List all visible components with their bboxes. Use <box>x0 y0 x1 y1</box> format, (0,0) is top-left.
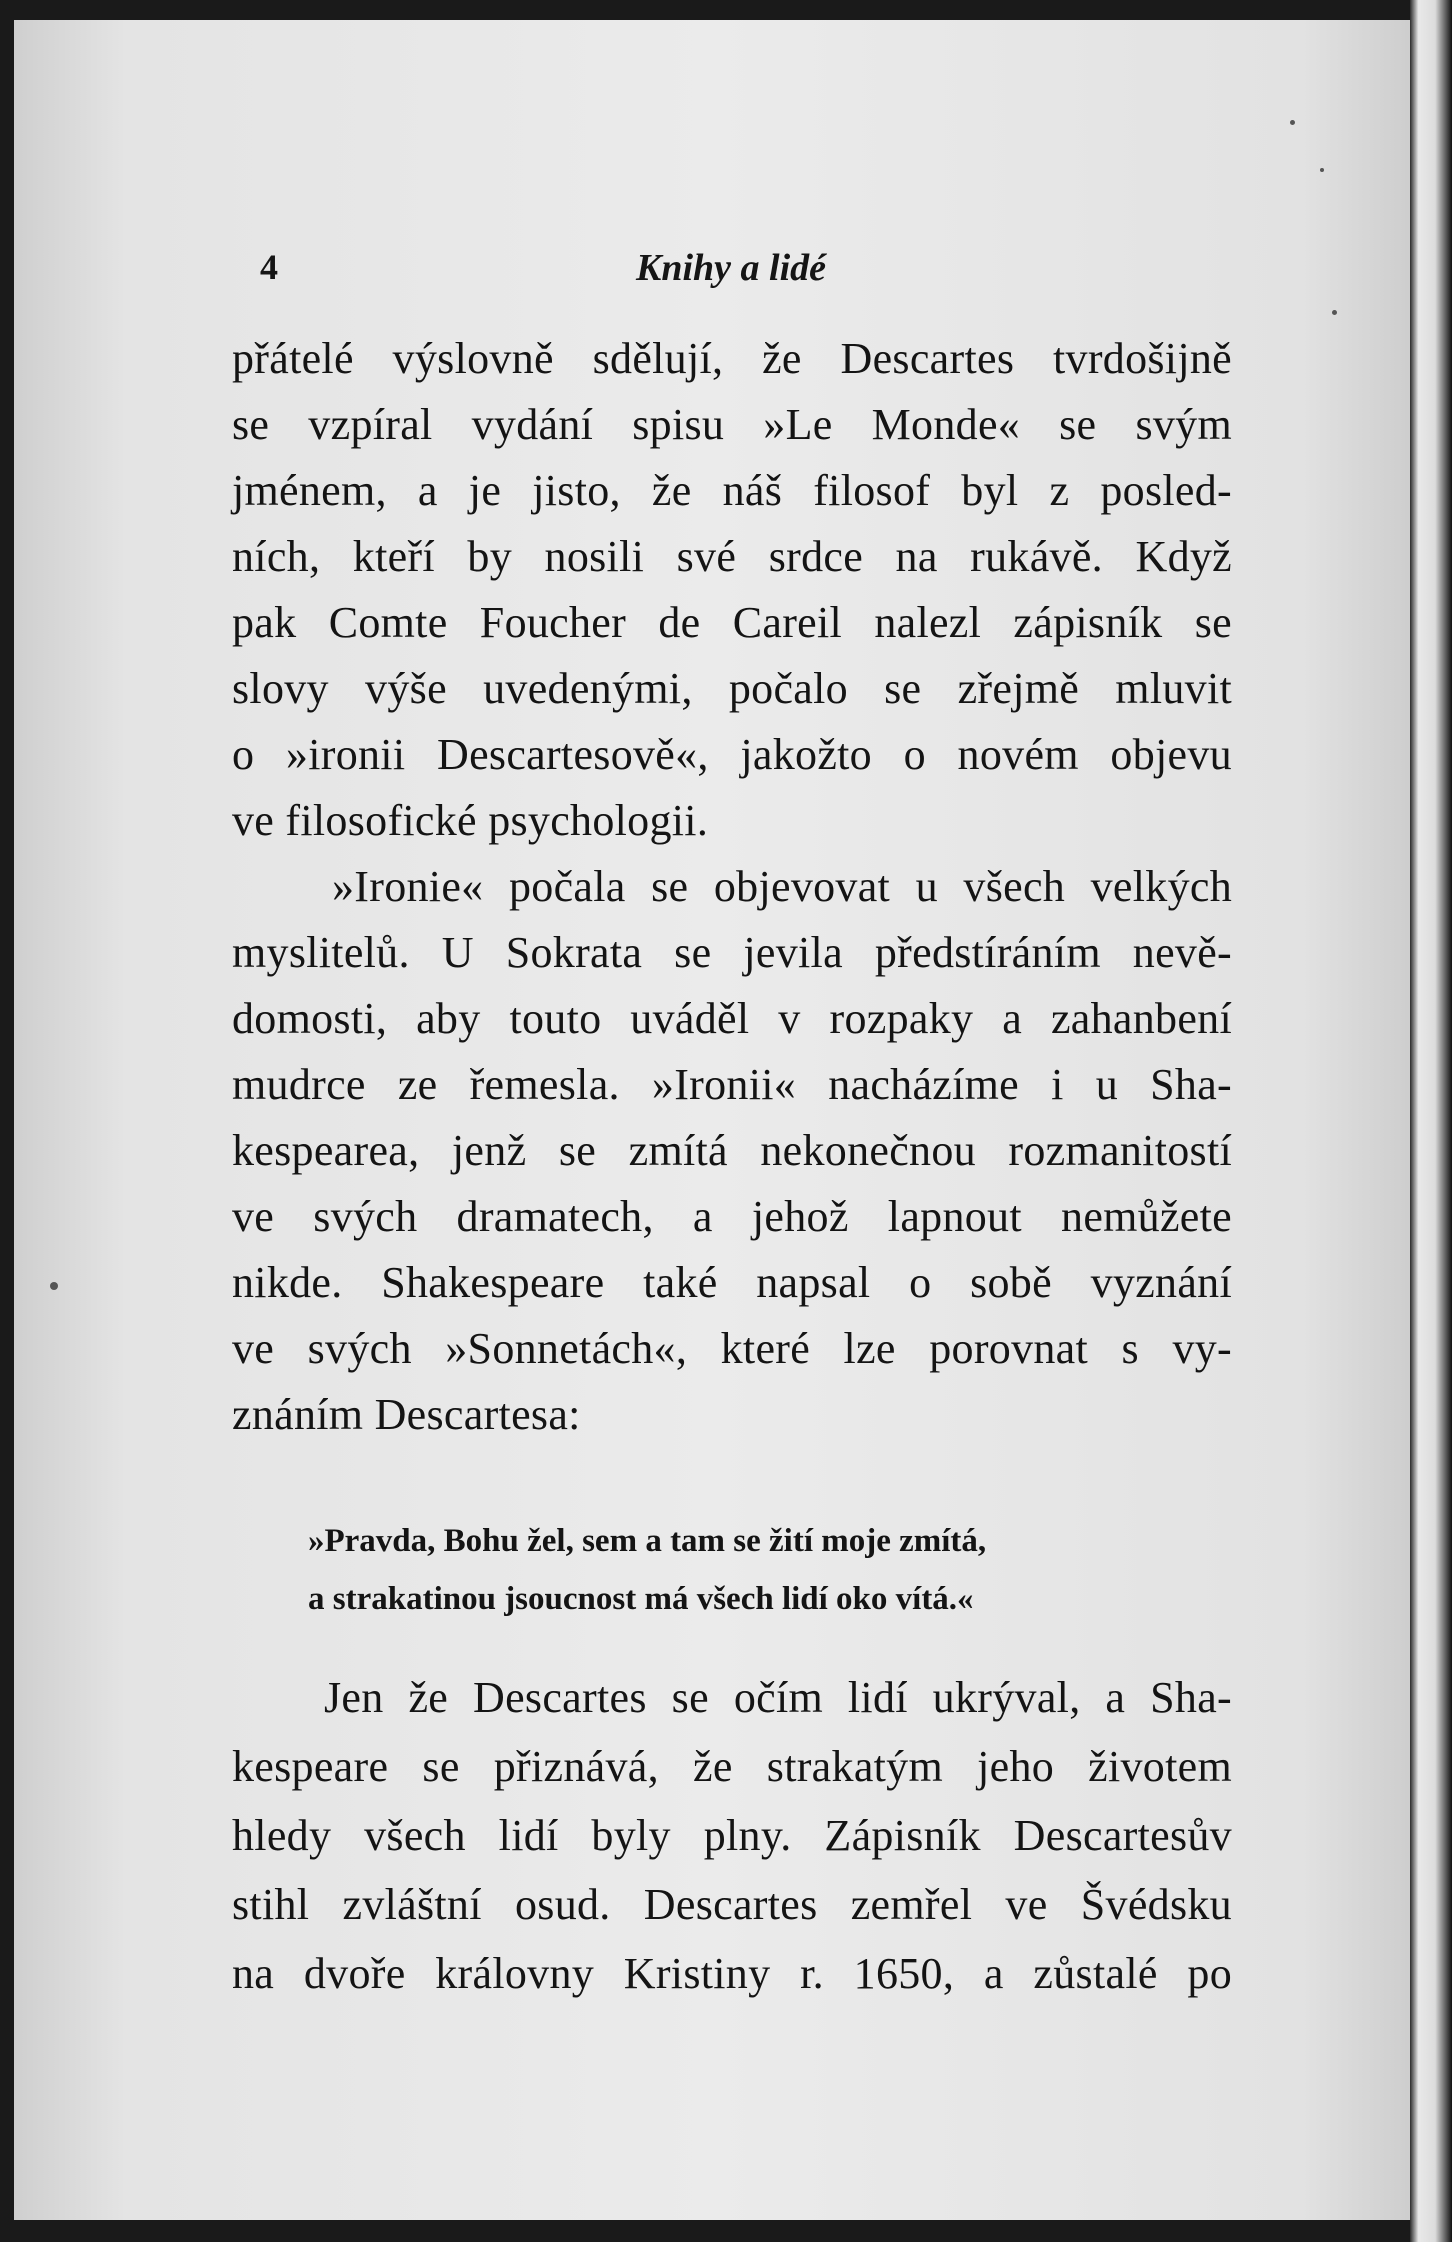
paragraph-1 <box>232 326 1232 854</box>
main-text-top <box>232 326 1232 1448</box>
quote-line: a strakatinou jsoucnost má všech lidí oko vítá.« <box>308 1581 974 1617</box>
text-line: kespearea, jenž se zmítá nekonečnou rozmanitostí <box>232 1126 1232 1175</box>
text-line: o »ironii Descartesově«, jakožto o novém objevu <box>232 730 1232 779</box>
paper-speck <box>1290 120 1295 125</box>
verse-quote <box>308 1512 1168 1628</box>
paper-speck <box>50 1282 58 1290</box>
text-line: znáním Descartesa: <box>232 1390 581 1439</box>
text-line: Jen že Descartes se očím lidí ukrýval, a Sha- <box>324 1673 1232 1722</box>
text-line: ve svých »Sonnetách«, které lze porovnat s vy- <box>232 1324 1232 1373</box>
book-spine-edge <box>1410 0 1452 2242</box>
paragraph-2 <box>232 854 1232 1448</box>
text-line: domosti, aby touto uváděl v rozpaky a zahanbení <box>232 994 1232 1043</box>
text-line: hledy všech lidí byly plny. Zápisník Descartesův <box>232 1811 1232 1860</box>
text-line: pak Comte Foucher de Careil nalezl zápisník se <box>232 598 1232 647</box>
paper-speck <box>1320 168 1324 172</box>
quote-line: »Pravda, Bohu žel, sem a tam se žití moje zmítá, <box>308 1523 987 1559</box>
text-line: ve filosofické psychologii. <box>232 796 709 845</box>
page-header <box>246 246 886 296</box>
text-line: slovy výše uvedenými, počalo se zřejmě mluvit <box>232 664 1232 713</box>
text-line: nikde. Shakespeare také napsal o sobě vyznání <box>232 1258 1232 1307</box>
paper-speck <box>1332 310 1337 315</box>
text-line: ve svých dramatech, a jehož lapnout nemůžete <box>232 1192 1232 1241</box>
text-line: kespeare se přiznává, že strakatým jeho životem <box>232 1742 1232 1791</box>
text-line: na dvoře královny Kristiny r. 1650, a zůstalé po <box>232 1949 1232 1998</box>
text-line: se vzpíral vydání spisu »Le Monde« se svým <box>232 400 1232 449</box>
page-number: 4 <box>260 247 278 287</box>
text-line: přátelé výslovně sdělují, že Descartes tvrdošijně <box>232 334 1232 383</box>
text-line: stihl zvláštní osud. Descartes zemřel ve Švédsku <box>232 1880 1232 1929</box>
text-line: »Ironie« počala se objevovat u všech velkých <box>332 862 1232 911</box>
text-line: ních, kteří by nosili své srdce na rukávě. Když <box>232 532 1232 581</box>
text-line: mudrce ze řemesla. »Ironii« nacházíme i u Sha- <box>232 1060 1232 1109</box>
text-line: jménem, a je jisto, že náš filosof byl z posled- <box>232 466 1232 515</box>
main-text-bottom <box>232 1663 1232 2008</box>
running-title: Knihy a lidé <box>636 247 827 289</box>
paragraph-3 <box>232 1663 1232 2008</box>
text-line: myslitelů. U Sokrata se jevila předstíráním nevě- <box>232 928 1232 977</box>
